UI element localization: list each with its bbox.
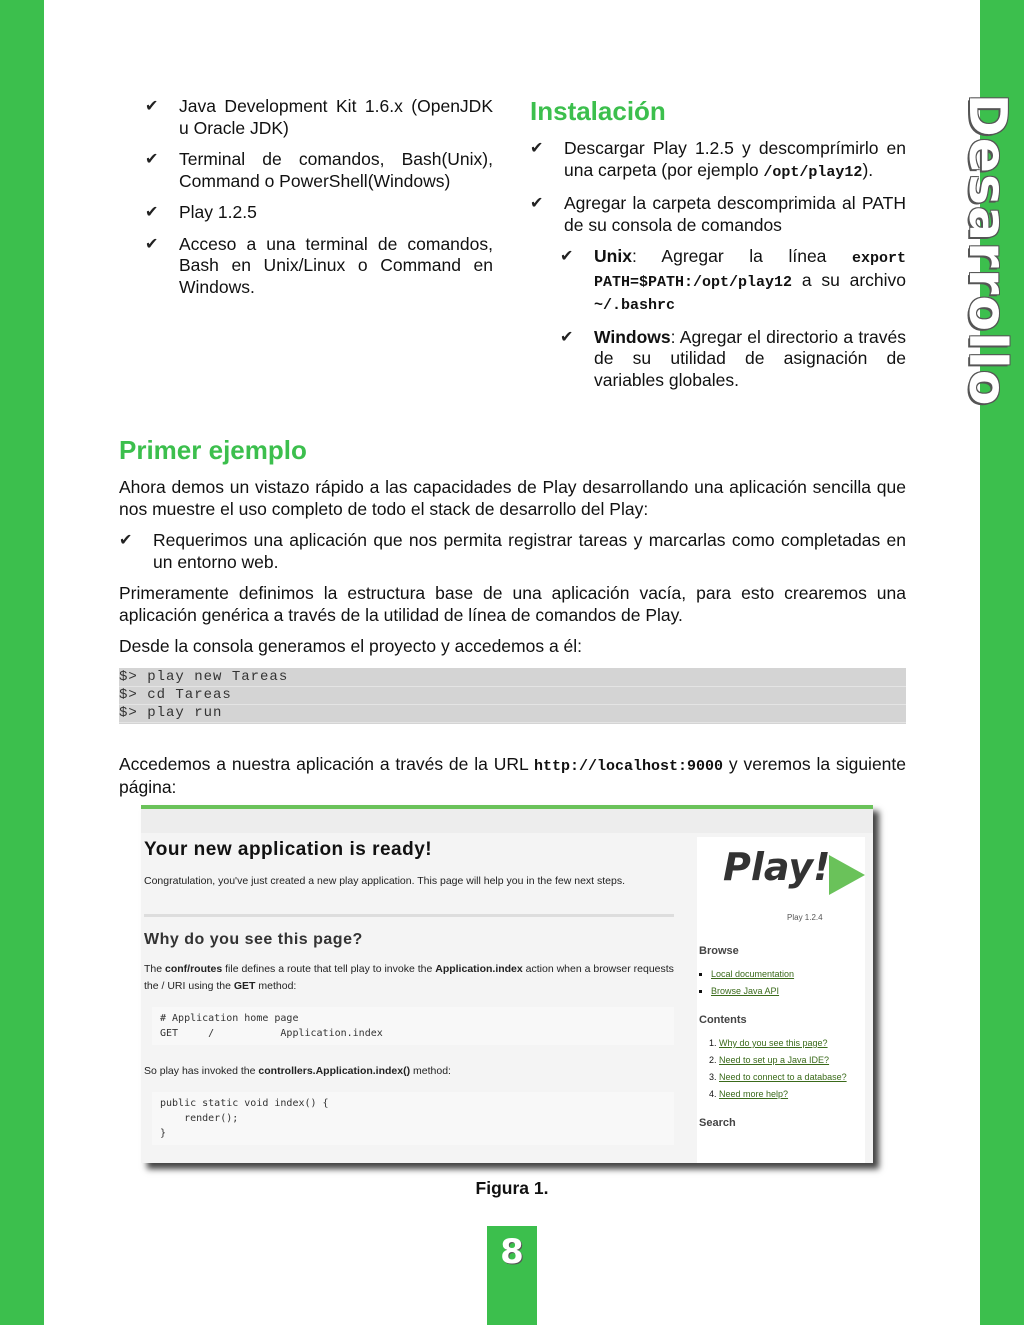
list-item xyxy=(719,1036,865,1050)
routes-code xyxy=(152,1007,674,1045)
search-heading: Search xyxy=(699,1117,736,1129)
section-tab xyxy=(952,80,1022,420)
code-line: GET / Application.index xyxy=(160,1028,383,1039)
section-label: Desarrollo xyxy=(957,93,1017,407)
screenshot-title: Your new application is ready! xyxy=(144,839,433,860)
windows-label: Windows xyxy=(594,326,671,347)
browse-links xyxy=(697,967,865,998)
unix-label: Unix xyxy=(594,246,632,266)
figure-caption: Figura 1. xyxy=(475,1178,549,1198)
why-p2: file defines a route that tell play to invoke the xyxy=(222,963,436,975)
code-line: render(); xyxy=(160,1113,239,1124)
access-text: Accedemos a nuestra aplicación a través de la URL xyxy=(119,753,534,774)
list-item xyxy=(711,967,865,981)
get-bold: GET xyxy=(233,980,256,992)
list-item xyxy=(719,1070,865,1084)
access-end: y veremos la siguiente página: xyxy=(119,753,906,797)
invoked-p2: method: xyxy=(410,1065,451,1077)
why-text xyxy=(144,961,674,995)
list-item xyxy=(119,530,906,573)
unix-text: : Agregar la línea xyxy=(631,246,852,266)
controller-bold: controllers.Application.index() xyxy=(258,1065,411,1077)
play-triangle-icon xyxy=(829,855,865,895)
install-step1-text: Descargar Play 1.2.5 y descomprímirlo en una carpeta (por ejemplo xyxy=(564,138,906,180)
routes-bold: conf/routes xyxy=(165,963,223,975)
database-link[interactable]: Need to connect to a database? xyxy=(719,1072,847,1082)
page-number-tab xyxy=(487,1226,537,1325)
why-title: Why do you see this page? xyxy=(144,931,363,948)
first-example-section xyxy=(119,435,906,809)
list-item xyxy=(719,1053,865,1067)
invoked-text xyxy=(144,1063,674,1080)
checkmark-icon: ✔ xyxy=(530,195,544,212)
list-item: ✔ Acceso a una terminal de comandos, Bash en Unix/Linux o Command en Windows. xyxy=(145,233,493,297)
requirement-bullet: Requerimos una aplicación que nos permita registrar tareas y marcarlas como completadas en un entorno web. xyxy=(153,530,906,572)
list-item xyxy=(719,1087,865,1101)
java-api-link[interactable]: Browse Java API xyxy=(711,986,780,996)
localhost-url: http://localhost:9000 xyxy=(533,757,724,775)
checkmark-icon: ✔ xyxy=(145,151,159,168)
unix-text2: a su archivo xyxy=(792,269,906,290)
code-line: # Application home page xyxy=(160,1013,299,1024)
checkmark-icon: ✔ xyxy=(560,248,574,265)
install-step2: Agregar la carpeta descomprimida al PATH de su consola de comandos xyxy=(564,193,906,235)
checkmark-icon: ✔ xyxy=(145,98,159,115)
play-welcome-screenshot xyxy=(141,805,873,1163)
screenshot-sidebar xyxy=(697,837,865,1163)
list-item: ✔ Java Development Kit 1.6.x (OpenJDK u Oracle JDK) xyxy=(145,96,493,138)
requirements-list xyxy=(145,96,493,308)
help-link[interactable]: Need more help? xyxy=(719,1089,789,1099)
code-line: public static void index() { xyxy=(160,1098,329,1109)
console-code-block xyxy=(119,668,906,724)
index-bold: Application.index xyxy=(435,963,523,975)
install-path-code: /opt/play12 xyxy=(763,163,863,181)
invoked-p1: So play has invoked the xyxy=(144,1065,259,1077)
checkmark-icon: ✔ xyxy=(145,204,159,221)
list-item: ✔ Terminal de comandos, Bash(Unix), Command o PowerShell(Windows) xyxy=(145,149,493,191)
list-item xyxy=(530,193,906,236)
why-p1: The xyxy=(144,963,166,975)
windows-text: : Agregar el directorio a través de su utilidad de asignación de variables globales. xyxy=(594,326,906,390)
contents-heading: Contents xyxy=(699,1014,747,1026)
congrats-text: Congratulation, you've just created a new play application. This page will help you in the few next steps. xyxy=(144,875,626,887)
list-item xyxy=(530,138,906,183)
console-paragraph: Desde la consola generamos el proyecto y accedemos a él: xyxy=(119,636,583,656)
code-line: } xyxy=(160,1128,167,1139)
access-paragraph xyxy=(119,754,906,799)
browse-heading: Browse xyxy=(699,945,739,957)
bashrc-code: ~/.bashrc xyxy=(594,297,676,314)
structure-paragraph: Primeramente definimos la estructura base de una aplicación vacía, para esto crearemos una aplicación genérica a través de la utilidad de línea de comandos de Play. xyxy=(119,583,906,625)
list-item: ✔ Play 1.2.5 xyxy=(145,202,257,222)
installation-section xyxy=(530,96,906,401)
ide-link[interactable]: Need to set up a Java IDE? xyxy=(719,1055,830,1065)
first-example-heading: Primer ejemplo xyxy=(119,435,307,465)
checkmark-icon: ✔ xyxy=(145,235,159,253)
list-item-windows xyxy=(530,327,906,392)
why-link[interactable]: Why do you see this page? xyxy=(719,1038,828,1048)
why-p3: action when a browser requests the / URI using the xyxy=(144,963,674,992)
screenshot-main-pane xyxy=(144,833,674,1157)
checkmark-icon: ✔ xyxy=(119,532,133,549)
divider xyxy=(144,914,674,917)
play-logo-text: Play! xyxy=(723,845,831,889)
contents-links xyxy=(697,1036,865,1101)
install-step1-end: ). xyxy=(862,159,874,180)
code-line: $> cd Tareas xyxy=(119,687,906,705)
local-docs-link[interactable]: Local documentation xyxy=(711,969,795,979)
list-item xyxy=(711,984,865,998)
intro-paragraph: Ahora demos un vistazo rápido a las capacidades de Play desarrollando una aplicación sencilla que nos muestre el uso completo de todo el stack de desarrollo del Play: xyxy=(119,477,906,519)
unix-export-code: export PATH=$PATH:/opt/play12 xyxy=(594,250,906,291)
index-code xyxy=(152,1092,674,1145)
left-green-bar xyxy=(0,0,44,1325)
checkmark-icon: ✔ xyxy=(560,328,574,346)
screenshot-top-strip xyxy=(141,809,873,833)
code-line: $> play new Tareas xyxy=(119,669,906,687)
page-number: 8 xyxy=(500,1232,524,1272)
checkmark-icon: ✔ xyxy=(530,140,544,157)
play-logo xyxy=(723,845,865,922)
play-version: Play 1.2.4 xyxy=(787,913,823,922)
why-p4: method: xyxy=(255,980,297,992)
code-line: $> play run xyxy=(119,705,906,723)
list-item-unix xyxy=(530,246,906,317)
installation-heading: Instalación xyxy=(530,96,666,126)
